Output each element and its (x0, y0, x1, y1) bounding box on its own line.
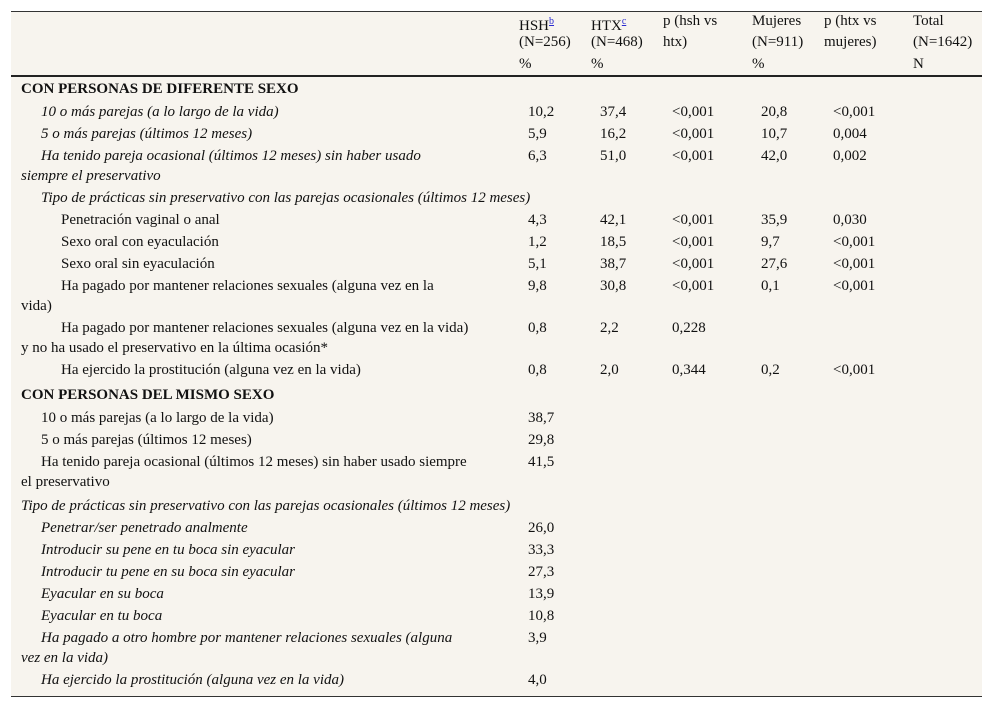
header-rule (11, 75, 982, 77)
header-htx-n: (N=468) (591, 34, 643, 50)
cell-p1: <0,001 (672, 278, 715, 294)
row-label: Ha pagado a otro hombre por mantener relaciones sexuales (alguna (41, 630, 453, 646)
cell-hsh: 5,9 (528, 126, 547, 142)
header-mujeres-n: (N=911) (752, 34, 804, 50)
header-hsh-unit: % (519, 56, 532, 72)
cell-hsh: 0,8 (528, 362, 547, 378)
cell-mujeres: 0,1 (761, 278, 780, 294)
row-label: Ha ejercido la prostitución (alguna vez en la vida) (61, 362, 361, 378)
cell-hsh: 10,8 (528, 608, 555, 624)
row-label-cont: vez en la vida) (21, 650, 109, 666)
header-htx: HTX$^c$ (591, 16, 627, 34)
subsection-heading: Tipo de prácticas sin preservativo con las parejas ocasionales (últimos 12 meses) (21, 498, 511, 514)
cell-p1: 0,228 (672, 320, 706, 336)
cell-mujeres: 20,8 (761, 104, 788, 120)
cell-hsh: 4,0 (528, 672, 547, 688)
header-p-htx-mujeres: p (htx vs (824, 13, 877, 29)
cell-mujeres: 35,9 (761, 212, 788, 228)
cell-htx: 2,0 (600, 362, 619, 378)
header-total-unit: N (913, 56, 924, 72)
cell-mujeres: 27,6 (761, 256, 788, 272)
cell-htx: 37,4 (600, 104, 627, 120)
cell-htx: 16,2 (600, 126, 627, 142)
header-mujeres: Mujeres (752, 13, 802, 29)
cell-htx: 2,2 (600, 320, 619, 336)
row-label: 10 o más parejas (a lo largo de la vida) (41, 410, 274, 426)
cell-p1: <0,001 (672, 234, 715, 250)
row-label: Ha tenido pareja ocasional (últimos 12 meses) sin haber usado (41, 148, 421, 164)
header-htx-unit: % (591, 56, 604, 72)
section-heading-mismo-sexo: CON PERSONAS DEL MISMO SEXO (21, 387, 275, 403)
cell-p2: 0,030 (833, 212, 867, 228)
cell-hsh: 10,2 (528, 104, 555, 120)
cell-mujeres: 42,0 (761, 148, 788, 164)
cell-mujeres: 10,7 (761, 126, 788, 142)
cell-p2: 0,004 (833, 126, 867, 142)
cell-htx: 18,5 (600, 234, 627, 250)
cell-p2: <0,001 (833, 362, 876, 378)
row-label-cont: el preservativo (21, 474, 110, 490)
cell-htx: 30,8 (600, 278, 627, 294)
header-hsh-n: (N=256) (519, 34, 571, 50)
header-mujeres-unit: % (752, 56, 765, 72)
row-label: 10 o más parejas (a lo largo de la vida) (41, 104, 279, 120)
cell-p1: <0,001 (672, 104, 715, 120)
row-label: Penetración vaginal o anal (61, 212, 220, 228)
cell-p2: <0,001 (833, 234, 876, 250)
row-label: Ha pagado por mantener relaciones sexuales (alguna vez en la vida) (61, 320, 469, 336)
cell-htx: 42,1 (600, 212, 627, 228)
row-label-cont: y no ha usado el preservativo en la última ocasión* (21, 340, 328, 356)
cell-hsh: 4,3 (528, 212, 547, 228)
row-label: Ha ejercido la prostitución (alguna vez en la vida) (41, 672, 344, 688)
header-p-htx-mujeres-2: mujeres) (824, 34, 877, 50)
footnote-c-link[interactable]: c (621, 16, 627, 27)
cell-hsh: 38,7 (528, 410, 555, 426)
row-label: Penetrar/ser penetrado analmente (41, 520, 248, 536)
cell-p2: <0,001 (833, 104, 876, 120)
cell-hsh: 9,8 (528, 278, 547, 294)
cell-p2: <0,001 (833, 256, 876, 272)
row-label: Introducir su pene en tu boca sin eyacular (41, 542, 295, 558)
footnote-b-link[interactable]: b (549, 16, 555, 27)
cell-p1: <0,001 (672, 148, 715, 164)
cell-hsh: 29,8 (528, 432, 555, 448)
row-label: Eyacular en tu boca (41, 608, 163, 624)
row-label: Sexo oral sin eyaculación (61, 256, 215, 272)
cell-hsh: 3,9 (528, 630, 547, 646)
cell-htx: 51,0 (600, 148, 627, 164)
cell-hsh: 5,1 (528, 256, 547, 272)
cell-mujeres: 0,2 (761, 362, 780, 378)
row-label-cont: vida) (21, 298, 52, 314)
row-label-cont: siempre el preservativo (21, 168, 161, 184)
row-label: Introducir tu pene en su boca sin eyacular (41, 564, 295, 580)
section-heading-diferente-sexo: CON PERSONAS DE DIFERENTE SEXO (21, 81, 299, 97)
row-label: Ha pagado por mantener relaciones sexuales (alguna vez en la (61, 278, 434, 294)
row-label: Ha tenido pareja ocasional (últimos 12 meses) sin haber usado siempre (41, 454, 467, 470)
cell-p1: <0,001 (672, 212, 715, 228)
header-p-hsh-htx-2: htx) (663, 34, 688, 50)
header-total: Total (913, 13, 944, 29)
cell-hsh: 1,2 (528, 234, 547, 250)
cell-hsh: 27,3 (528, 564, 555, 580)
cell-p1: 0,344 (672, 362, 706, 378)
row-label: 5 o más parejas (últimos 12 meses) (41, 432, 252, 448)
cell-htx: 38,7 (600, 256, 627, 272)
cell-mujeres: 9,7 (761, 234, 780, 250)
cell-p1: <0,001 (672, 256, 715, 272)
cell-hsh: 13,9 (528, 586, 555, 602)
row-label: Sexo oral con eyaculación (61, 234, 219, 250)
table-bottom-rule (11, 696, 982, 697)
cell-hsh: 26,0 (528, 520, 555, 536)
subsection-heading: Tipo de prácticas sin preservativo con las parejas ocasionales (últimos 12 meses) (41, 190, 531, 206)
cell-hsh: 0,8 (528, 320, 547, 336)
cell-hsh: 41,5 (528, 454, 555, 470)
cell-p1: <0,001 (672, 126, 715, 142)
cell-hsh: 6,3 (528, 148, 547, 164)
row-label: Eyacular en su boca (41, 586, 164, 602)
header-total-n: (N=1642) (913, 34, 973, 50)
cell-p2: 0,002 (833, 148, 867, 164)
cell-hsh: 33,3 (528, 542, 555, 558)
cell-p2: <0,001 (833, 278, 876, 294)
row-label: 5 o más parejas (últimos 12 meses) (41, 126, 253, 142)
header-p-hsh-htx: p (hsh vs (663, 13, 718, 29)
header-hsh: HSH$^b$ (519, 16, 555, 34)
data-table (11, 11, 982, 697)
